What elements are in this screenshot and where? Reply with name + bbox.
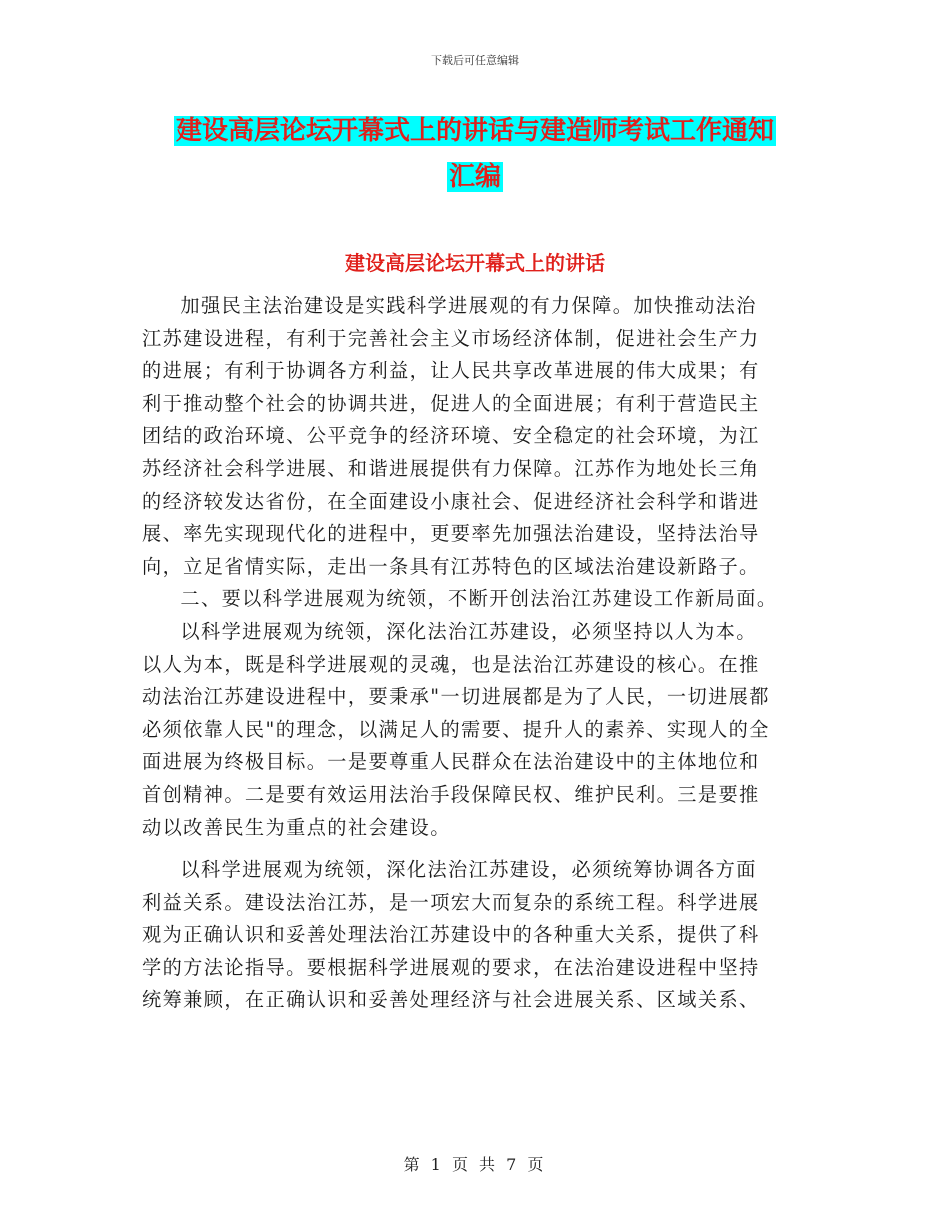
page-number: 第 1 页 共 7 页 <box>403 1155 547 1174</box>
document-title-line-2: 汇编 <box>448 162 501 192</box>
body-text <box>142 290 790 1017</box>
page-header-note: 下载后可任意编辑 <box>431 54 519 67</box>
paragraph-4: 以科学进展观为统领，深化法治江苏建设，必须统筹协调各方面 利益关系。建设法治江苏，是一项宏大而复杂的系统工程。科学进展 观为正确认识和妥善处理法治江苏建设中的各种重大关系，提供了科 学的方法论指导。要根据科学进展观的要求，在法治建设进程中坚持 统筹兼顾，在正确认识和妥善处理经济与社会进展关系、区域关系、 <box>142 858 760 1012</box>
paragraph-3: 以科学进展观为统领，深化法治江苏建设，必须坚持以人为本。 以人为本，既是科学进展观的灵魂，也是法治江苏建设的核心。在推 动法治江苏建设进程中，要秉承"一切进展都是为了人民，一切进展都 必须依靠人民"的理念，以满足人的需要、提升人的素养、实现人的全 面进展为终极目标。一是要尊重人民群众在法治建设中的主体地位和 首创精神。二是要有效运用法治手段保障民权、维护民利。三是要推 动以改善民生为重点的社会建设。 <box>142 619 770 839</box>
paragraph-2: 二、要以科学进展观为统领，不断开创法治江苏建设工作新局面。 <box>180 587 778 611</box>
section-heading: 建设高层论坛开幕式上的讲话 <box>345 251 605 275</box>
paragraph-1: 加强民主法治建设是实践科学进展观的有力保障。加快推动法治 江苏建设进程，有利于完善社会主义市场经济体制，促进社会生产力 的进展；有利于协调各方利益，让人民共享改革进展的伟大成果；有 利于推动整个社会的协调共进，促进人的全面进展；有利于营造民主 团结的政治环境、公平竞争的经济环境、安全稳定的社会环境，为江 苏经济社会科学进展、和谐进展提供有力保障。江苏作为地处长三角 的经济较发达省份，在全面建设小康社会、促进经济社会科学和谐进 展、率先实现现代化的进程中，更要率先加强法治建设，坚持法治导 向，立足省情实际，走出一条具有江苏特色的区域法治建设新路子。 <box>142 294 760 578</box>
document-title <box>0 108 950 200</box>
document-title-line-1: 建设高层论坛开幕式上的讲话与建造师考试工作通知 <box>175 116 774 146</box>
